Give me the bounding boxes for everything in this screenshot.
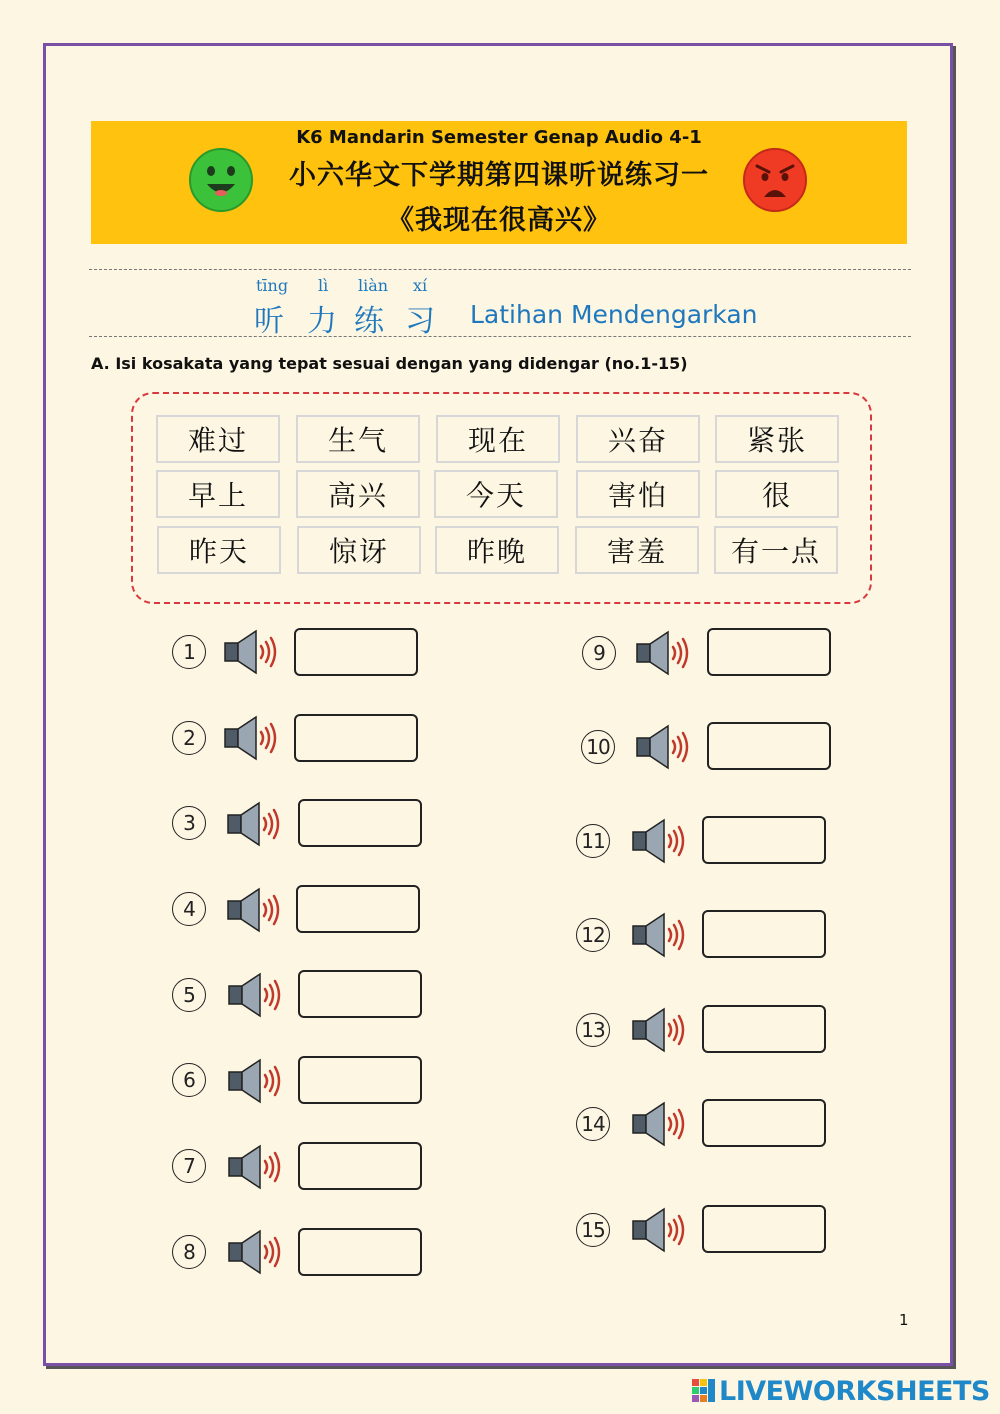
speaker-play-icon[interactable] — [222, 714, 284, 762]
answer-box[interactable] — [702, 1005, 826, 1053]
question-number: 4 — [172, 892, 206, 926]
word-bank-item[interactable]: 昨晚 — [435, 526, 559, 574]
word-bank-item[interactable]: 兴奋 — [576, 415, 700, 463]
question-number: 6 — [172, 1063, 206, 1097]
word-bank-item[interactable]: 紧张 — [715, 415, 839, 463]
header-title: 小六华文下学期第四课听说练习一 — [289, 160, 709, 191]
answer-box[interactable] — [294, 714, 418, 762]
header-subtitle: K6 Mandarin Semester Genap Audio 4-1 — [296, 127, 702, 148]
page-number: 1 — [899, 1311, 909, 1329]
answer-box[interactable] — [298, 970, 422, 1018]
section-title-malay: Latihan Mendengarkan — [470, 300, 758, 329]
question-number: 12 — [576, 918, 610, 952]
answer-box[interactable] — [298, 1056, 422, 1104]
angry-face-icon — [742, 147, 808, 213]
word-bank-item[interactable]: 惊讶 — [297, 526, 421, 574]
answer-box[interactable] — [298, 799, 422, 847]
word-bank-item[interactable]: 现在 — [436, 415, 560, 463]
answer-box[interactable] — [298, 1142, 422, 1190]
speaker-play-icon[interactable] — [226, 1057, 288, 1105]
pinyin-ting: tīng — [256, 276, 289, 295]
word-bank-item[interactable]: 有一点 — [714, 526, 838, 574]
question-number: 10 — [581, 730, 615, 764]
divider-top — [89, 269, 911, 270]
word-bank-item[interactable]: 早上 — [156, 470, 280, 518]
hanzi-lian: 练 — [354, 304, 384, 339]
word-bank-item[interactable]: 害怕 — [576, 470, 700, 518]
speaker-play-icon[interactable] — [225, 800, 287, 848]
answer-box[interactable] — [702, 1205, 826, 1253]
word-bank-item[interactable]: 生气 — [296, 415, 420, 463]
answer-box[interactable] — [298, 1228, 422, 1276]
speaker-play-icon[interactable] — [226, 1228, 288, 1276]
question-number: 5 — [172, 978, 206, 1012]
question-number: 14 — [576, 1107, 610, 1141]
speaker-play-icon[interactable] — [634, 629, 696, 677]
answer-box[interactable] — [707, 628, 831, 676]
question-number: 8 — [172, 1235, 206, 1269]
speaker-play-icon[interactable] — [226, 971, 288, 1019]
footer-brand-text: LIVEWORKSHEETS — [719, 1375, 990, 1407]
speaker-play-icon[interactable] — [634, 723, 696, 771]
question-number: 11 — [576, 824, 610, 858]
pinyin-li: lì — [318, 276, 329, 295]
hanzi-li: 力 — [307, 304, 337, 339]
header-banner — [91, 121, 907, 244]
speaker-play-icon[interactable] — [630, 911, 692, 959]
speaker-play-icon[interactable] — [630, 1006, 692, 1054]
answer-box[interactable] — [702, 816, 826, 864]
speaker-play-icon[interactable] — [630, 817, 692, 865]
answer-box[interactable] — [296, 885, 420, 933]
pinyin-xi: xí — [413, 276, 428, 295]
word-bank-item[interactable]: 今天 — [434, 470, 558, 518]
footer-brand[interactable] — [692, 1376, 990, 1406]
question-number: 1 — [172, 635, 206, 669]
pinyin-lian: liàn — [358, 276, 389, 295]
speaker-play-icon[interactable] — [630, 1206, 692, 1254]
liveworksheets-logo-icon — [692, 1379, 716, 1403]
question-number: 13 — [576, 1013, 610, 1047]
instruction-text: A. Isi kosakata yang tepat sesuai dengan yang didengar (no.1-15) — [91, 354, 688, 373]
word-bank-item[interactable]: 高兴 — [296, 470, 420, 518]
question-number: 9 — [582, 636, 616, 670]
answer-box[interactable] — [702, 910, 826, 958]
hanzi-xi: 习 — [405, 304, 435, 339]
question-number: 15 — [576, 1213, 610, 1247]
word-bank-item[interactable]: 很 — [715, 470, 839, 518]
word-bank-item[interactable]: 害羞 — [575, 526, 699, 574]
question-number: 2 — [172, 721, 206, 755]
question-number: 3 — [172, 806, 206, 840]
answer-box[interactable] — [702, 1099, 826, 1147]
happy-face-icon — [188, 147, 254, 213]
speaker-play-icon[interactable] — [226, 1143, 288, 1191]
word-bank-item[interactable]: 昨天 — [157, 526, 281, 574]
answer-box[interactable] — [707, 722, 831, 770]
speaker-play-icon[interactable] — [225, 886, 287, 934]
speaker-play-icon[interactable] — [222, 628, 284, 676]
answer-box[interactable] — [294, 628, 418, 676]
speaker-play-icon[interactable] — [630, 1100, 692, 1148]
lesson-title: 《我现在很高兴》 — [387, 205, 611, 236]
hanzi-ting: 听 — [254, 304, 284, 339]
word-bank-item[interactable]: 难过 — [156, 415, 280, 463]
divider-bottom — [89, 336, 911, 337]
question-number: 7 — [172, 1149, 206, 1183]
